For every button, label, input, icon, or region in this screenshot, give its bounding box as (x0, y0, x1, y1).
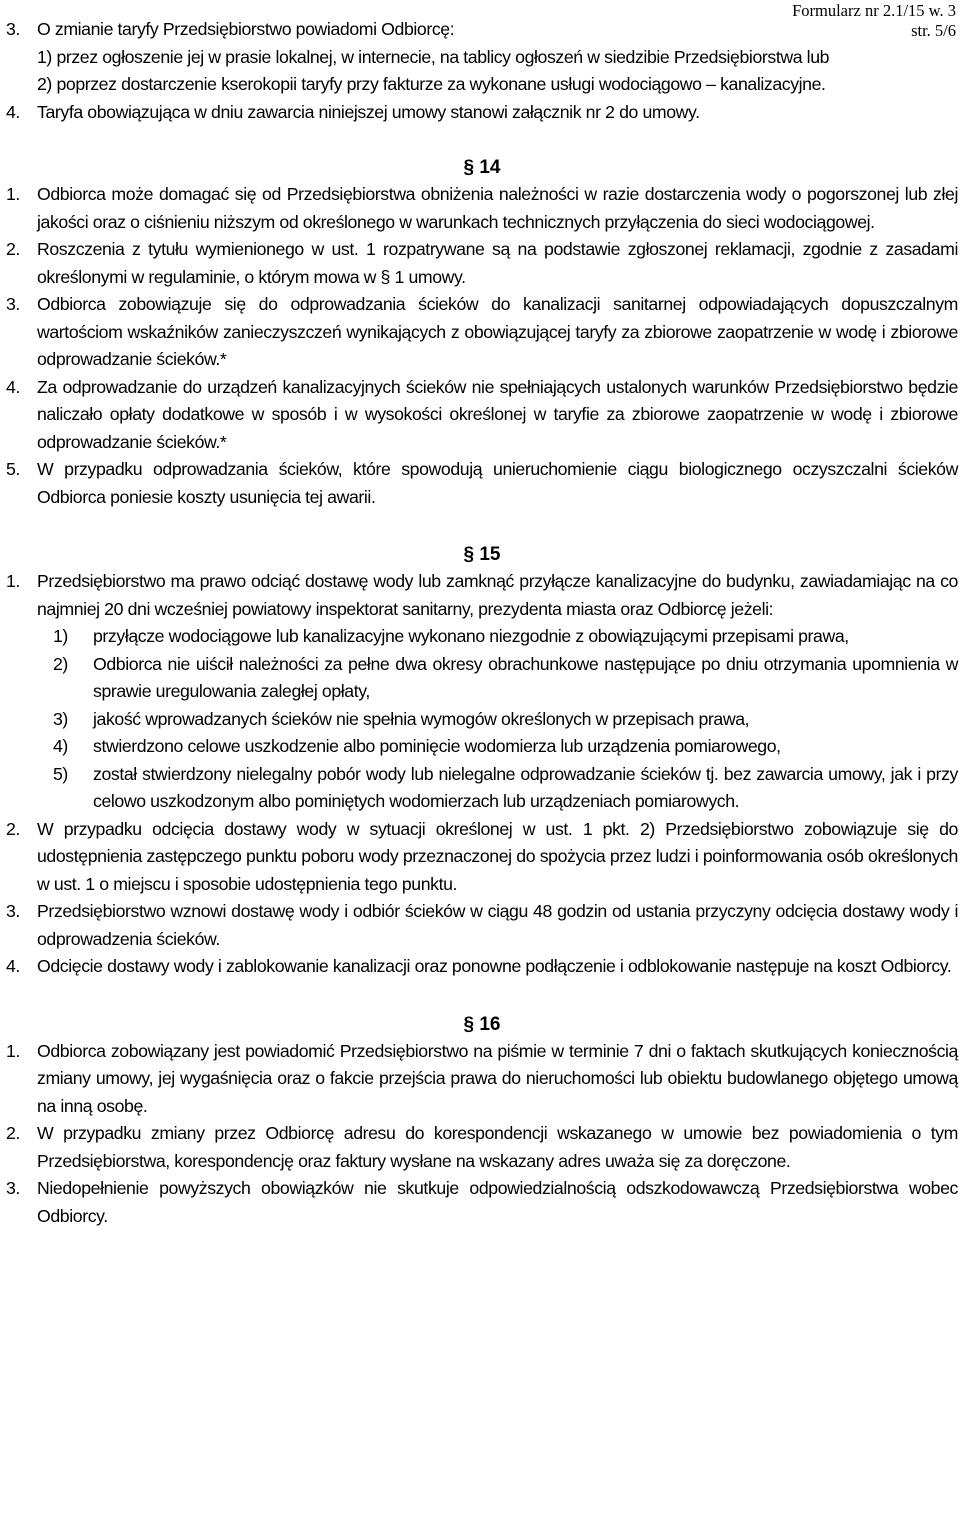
list-item (6, 374, 958, 457)
list-item (6, 953, 958, 981)
item-number: 1. (6, 184, 20, 204)
item-number: 5. (6, 459, 20, 479)
sub-item-number: 2) (53, 653, 68, 674)
item-number: 3. (6, 1178, 20, 1198)
list-item (6, 181, 958, 236)
item-number: 4. (6, 376, 20, 397)
item-text: Odbiorca zobowiązuje się do odprowadzania ścieków do kanalizacji sanitarnej odpowiadających dopuszczalnym wartościom wskaźników zanieczyszczeń wynikających z obowiązującej taryfy za zbiorowe zaopatrzenie w wodę i zbiorowe odprowadzanie ścieków.* (37, 294, 958, 369)
sub-item-number: 5) (53, 763, 68, 784)
item-text: Za odprowadzanie do urządzeń kanalizacyjnych ścieków nie spełniających ustalonych warunków Przedsiębiorstwo będzie naliczało opłaty dodatkowe w sposób i w wysokości określonej w taryfie za zbiorowe zaopatrzenie w wodę i zbiorowe odprowadzanie ścieków.* (37, 376, 958, 452)
list-item (6, 1038, 958, 1121)
sub-item-text: stwierdzono celowe uszkodzenie albo pominięcie wodomierza lub urządzenia pomiarowego, (93, 736, 781, 756)
item-number: 1. (6, 1040, 20, 1061)
item-text: Odcięcie dostawy wody i zablokowanie kanalizacji oraz ponowne podłączenie i odblokowanie następuje na koszt Odbiorcy. (37, 956, 952, 976)
list-item-text: 2) poprzez dostarczenie kserokopii taryfy przy fakturze za wykonane usługi wodociągowo – kanalizacyjne. (37, 74, 826, 94)
sub-item-number: 4) (53, 736, 68, 756)
item-number: 3. (6, 294, 20, 314)
item-text: Przedsiębiorstwo ma prawo odciąć dostawę wody lub zamknąć przyłącze kanalizacyjne do budynku, zawiadamiając na co najmniej 20 dni wcześniej powiatowy inspektorat sanitarny, prezydenta miasta oraz Odbiorcę jeżeli: (37, 571, 958, 619)
form-label: Formularz nr 2.1/15 w. 3 (792, 1, 956, 20)
item-number: 4. (6, 956, 20, 976)
list-item (6, 568, 958, 623)
sub-list-item (53, 651, 958, 706)
list-item (6, 816, 958, 899)
item-number: 3. (6, 901, 20, 921)
item-text: W przypadku odcięcia dostawy wody w sytuacji określonej w ust. 1 pkt. 2) Przedsiębiorstwo zobowiązuje się do udostępnienia zastępczego punktu poboru wody przeznaczonej do spożycia przez ludzi i poinformowania osób określonych w ust. 1 o miejscu i sposobie udostępnienia tego punktu. (37, 818, 958, 894)
list-item (6, 99, 958, 127)
item-text: W przypadku odprowadzania ścieków, które spowodują unieruchomienie ciągu biologicznego oczyszczalni ścieków Odbiorca poniesie koszty usunięcia tej awarii. (37, 459, 958, 507)
section-heading: § 16 (463, 1013, 501, 1035)
item-text: W przypadku zmiany przez Odbiorcę adresu do korespondencji wskazanego w umowie bez powiadomienia o tym Przedsiębiorstwa, korespondencję oraz faktury wysłane na wskazany adres uważa się za doręczone. (37, 1123, 958, 1171)
list-item (6, 236, 958, 291)
item-number: 2. (6, 1123, 20, 1143)
item-number: 2. (6, 239, 20, 259)
list-item (6, 291, 958, 374)
list-item (6, 898, 958, 953)
document-body (6, 16, 958, 1230)
sub-item-text: został stwierdzony nielegalny pobór wody lub nielegalne odprowadzanie ścieków tj. bez zawarcia umowy, jak i przy celowo uszkodzonym albo pominiętych wodomierzach lub urządzeniach pomiarowych. (93, 763, 958, 811)
sub-item-number: 1) (53, 626, 68, 646)
list-item (6, 1175, 958, 1230)
sub-item-text: Odbiorca nie uiścił należności za pełne dwa okresy obrachunkowe następujące po dniu otrzymania upomnienia w sprawie uregulowania zaległej opłaty, (93, 653, 958, 701)
section-heading: § 15 (463, 544, 501, 565)
list-item-text: 1) przez ogłoszenie jej w prasie lokalnej, w internecie, na tablicy ogłoszeń w siedzibie Przedsiębiorstwa lub (37, 46, 830, 67)
sub-list-item (53, 733, 958, 761)
item-number: 3. (6, 19, 20, 39)
item-text: Niedopełnienie powyższych obowiązków nie skutkuje odpowiedzialnością odszkodowawczą Przedsiębiorstwa wobec Odbiorcy. (37, 1178, 958, 1226)
sub-list-item (53, 706, 958, 734)
item-number: 1. (6, 571, 20, 591)
sub-item-text: jakość wprowadzanych ścieków nie spełnia wymogów określonych w przepisach prawa, (93, 708, 750, 729)
item-text: Przedsiębiorstwo wznowi dostawę wody i odbiór ścieków w ciągu 48 godzin od ustania przyczyny odcięcia dostawy wody i odprowadzenia ścieków. (37, 901, 958, 949)
item-text: Odbiorca zobowiązany jest powiadomić Przedsiębiorstwo na piśmie w terminie 7 dni o faktach skutkujących koniecznością zmiany umowy, jej wygaśnięcia oraz o fakcie przejścia prawa do nieruchomości lub obiektu budowlanego objętego umową na inną osobę. (37, 1040, 958, 1116)
item-number: 4. (6, 101, 20, 122)
sub-list-item (53, 623, 958, 651)
list-item (6, 1120, 958, 1175)
page-number: str. 5/6 (911, 21, 956, 40)
item-text: Odbiorca może domagać się od Przedsiębiorstwa obniżenia należności w razie dostarczenia wody o pogorszonej lub złej jakości oraz o ciśnieniu niższym od określonego w warunkach technicznych przyłączenia do sieci wodociągowej. (37, 184, 958, 232)
list-item (6, 456, 958, 511)
list-item (6, 16, 958, 44)
sub-list-item (53, 761, 958, 816)
item-text: O zmianie taryfy Przedsiębiorstwo powiadomi Odbiorcę: (37, 19, 455, 39)
sub-item-number: 3) (53, 708, 68, 729)
item-text: Taryfa obowiązująca w dniu zawarcia niniejszej umowy stanowi załącznik nr 2 do umowy. (37, 101, 700, 122)
section-heading: § 14 (463, 157, 501, 178)
item-number: 2. (6, 818, 20, 839)
sub-item-text: przyłącze wodociągowe lub kanalizacyjne wykonano niezgodnie z obowiązującymi przepisami prawa, (93, 626, 849, 646)
item-text: Roszczenia z tytułu wymienionego w ust. 1 rozpatrywane są na podstawie zgłoszonej reklamacji, zgodnie z zasadami określonymi w regulaminie, o którym mowa w § 1 umowy. (37, 239, 958, 287)
